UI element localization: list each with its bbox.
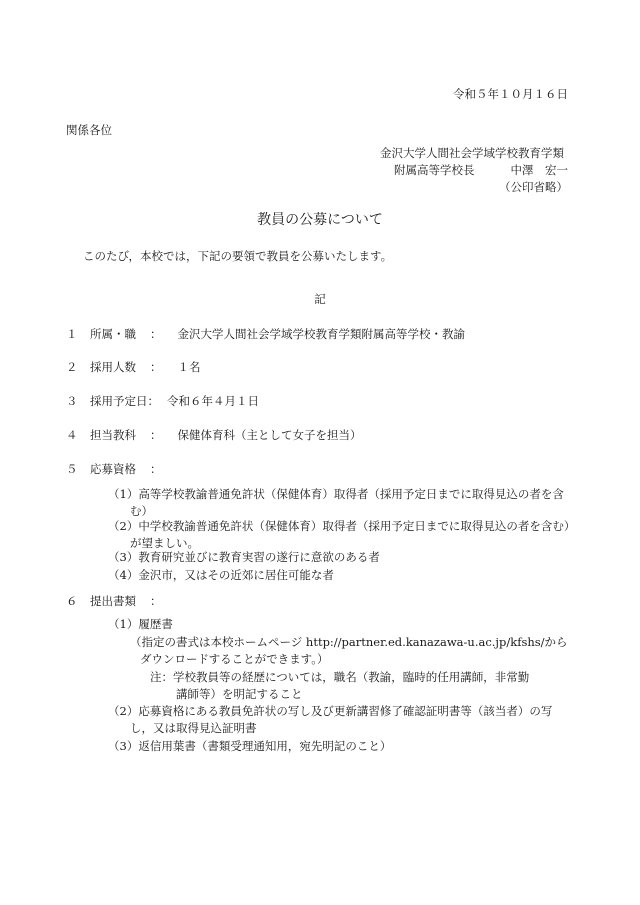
document-1 <box>108 616 173 633</box>
qualification-marker: （4） <box>108 568 139 582</box>
document-date: 令和５年１０月１６日 <box>453 87 568 101</box>
intro-text: このたび，本校では，下記の要領で教員を公募いたします。 <box>83 249 393 263</box>
qualification-marker: （3） <box>108 550 139 564</box>
sender-organization: 金沢大学人間社会学域学校教育学類 <box>380 146 564 160</box>
document-1-note <box>130 634 568 668</box>
item-value: 保健体育科（主として女子を担当） <box>177 428 362 442</box>
qualification-text: 金沢市，又はその近郊に居住可能な者 <box>138 568 334 582</box>
item-affiliation <box>66 326 465 342</box>
qualification-text: 教育研究並びに教育実習の遂行に意欲のある者 <box>138 550 380 564</box>
item-number: １ <box>66 327 78 341</box>
item-separator: ： <box>150 360 162 374</box>
item-qualifications <box>66 461 178 477</box>
item-number: ３ <box>66 394 78 408</box>
qualification-marker: （1） <box>108 487 139 501</box>
qualification-2 <box>108 518 575 552</box>
sender-title-line <box>380 162 568 179</box>
document-3 <box>108 738 391 755</box>
item-separator: ： <box>150 462 162 476</box>
document-note-line: （指定の書式は本校ホームページ http://partner.ed.kanazawa-u.ac.jp/kfshs/から <box>130 635 568 649</box>
addressee: 関係各位 <box>66 123 112 137</box>
document-text-cont: し，又は取得見込証明書 <box>130 721 257 735</box>
item-label: 採用予定日： <box>90 394 159 408</box>
sender-title: 附属高等学校長 <box>394 163 475 177</box>
item-number: ５ <box>66 462 78 476</box>
document-text: 応募資格にある教員免許状の写し及び更新講習修了確認証明書等（該当者）の写 <box>138 704 553 718</box>
item-label: 採用人数 <box>90 360 136 374</box>
item-documents <box>66 593 178 609</box>
qualification-marker: （2） <box>108 519 139 533</box>
document-2 <box>108 703 552 737</box>
item-separator: ： <box>150 428 162 442</box>
document-text: 返信用葉書（書類受理通知用，宛先明記のこと） <box>138 739 392 753</box>
document-note-line: ダウンロードすることができます。） <box>140 652 329 666</box>
document-marker: （3） <box>108 739 139 753</box>
item-value: 金沢大学人間社会学域学校教育学類附属高等学校・教諭 <box>177 327 465 341</box>
item-label: 担当教科 <box>90 428 136 442</box>
seal-note: （公印省略） <box>499 180 568 194</box>
item-number-of-hires <box>66 359 201 375</box>
ki-heading: 記 <box>314 292 326 306</box>
item-number: ４ <box>66 428 78 442</box>
item-start-date <box>66 393 259 409</box>
qualification-text-cont: む） <box>130 504 153 518</box>
qualification-4 <box>108 567 334 584</box>
item-separator: ： <box>150 594 162 608</box>
document-label: 履歴書 <box>138 617 173 631</box>
document-title: 教員の公募について <box>257 212 383 228</box>
item-subject <box>66 427 362 443</box>
document-caution-line: 講師等）を明記すること <box>176 687 303 701</box>
document-caution-line: 注：学校教員等の経歴については，職名（教諭，臨時的任用講師，非常勤 <box>150 670 530 684</box>
qualification-text: 中学校教諭普通免許状（保健体育）取得者（採用予定日までに取得見込の者を含む） <box>138 519 576 533</box>
item-label: 応募資格 <box>90 462 136 476</box>
document-marker: （2） <box>108 704 139 718</box>
item-value: 令和６年４月１日 <box>167 394 259 408</box>
document-marker: （1） <box>108 617 139 631</box>
item-value: １名 <box>177 360 201 374</box>
item-number: ２ <box>66 360 78 374</box>
qualification-3 <box>108 549 380 566</box>
item-number: ６ <box>66 594 78 608</box>
item-separator: ： <box>150 327 162 341</box>
item-label: 提出書類 <box>90 594 136 608</box>
qualification-1 <box>108 486 564 520</box>
qualification-text-cont: が望ましい。 <box>130 536 199 550</box>
qualification-text: 高等学校教諭普通免許状（保健体育）取得者（採用予定日までに取得見込の者を含 <box>138 487 564 501</box>
item-label: 所属・職 <box>90 327 136 341</box>
document-1-caution <box>150 669 529 703</box>
sender-name: 中澤 宏一 <box>510 163 568 177</box>
sender-block <box>380 145 568 196</box>
